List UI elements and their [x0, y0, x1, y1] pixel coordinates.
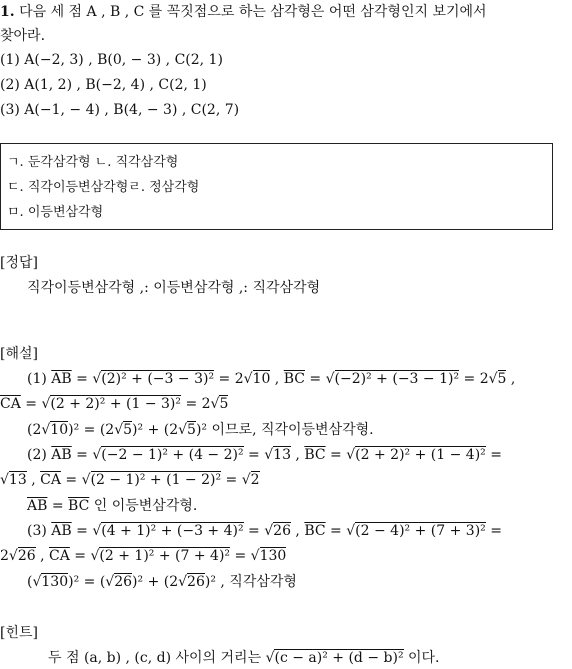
choice-line-1: ㄱ. 둔각삼각형 ㄴ. 직각삼각형	[7, 155, 179, 170]
problem-statement-line2: 찾아라.	[0, 28, 46, 44]
problem-item-2: (2) A(1, 2) , B(−2, 4) , C(2, 1)	[0, 77, 207, 93]
answer-text: 직각이등변삼각형 ,: 이등변삼각형 ,: 직각삼각형	[27, 280, 321, 296]
hint-heading: [힌트]	[0, 625, 38, 641]
solution-p1-line2: $\overline{CA}$ = √ (2 + 2)² + (1 − 3)² = 2 √ 5	[0, 395, 228, 413]
problem-item-3: (3) A(−1, − 4) , B(4, − 3) , C(2, 7)	[0, 102, 240, 118]
problem-item-1: (1) A(−2, 3) , B(0, − 3) , C(2, 1)	[0, 52, 223, 68]
solution-p3-line2: 2 √ 26 , $\overline{CA}$ = √ (2 + 1)² + (7 + 4)² = √ 130	[0, 547, 286, 565]
solution-p2-line2: √ 13 , $\overline{CA}$ = √ (2 − 1)² + (1 − 2)² = √ 2	[0, 471, 260, 489]
problem-number: 1.	[0, 4, 15, 20]
problem-text: 다음 세 점 A , B , C 를 꼭짓점으로 하는 삼각형은 어떤 삼각형인지 보기에서	[19, 4, 487, 20]
solution-p3-line1: (3) $\overline{AB}$ = √ (4 + 1)² + (−3 + 4)² = √ 26 , $\overline{BC}$ = √ (2 − 4)² + (7 + 3)² =	[27, 522, 502, 540]
solution-p3-conclusion: ( √ 130)² = ( √ 26)² + (2 √ 26)² , 직각삼각형	[27, 573, 297, 591]
problem-statement-line1	[0, 3, 487, 21]
answer-heading: [정답]	[0, 255, 38, 271]
segment-ab: $\overline{AB}$	[51, 371, 72, 387]
solution-p2-line1: (2) $\overline{AB}$ = √ (−2 − 1)² + (4 − 2)² = √ 13 , $\overline{BC}$ = √ (2 + 2)² + (1 − 4)² =	[27, 446, 502, 464]
segment-ca: $\overline{CA}$	[0, 396, 21, 412]
solution-p1-line1: (1) $\overline{AB}$ = √ (2)² + (−3 − 3)² = 2 √ 10 , $\overline{BC}$ = √ (−2)² + (−3 − 1)² = 2 √ 5 ,	[27, 370, 515, 388]
hint-text: 두 점 (a, b) , (c, d) 사이의 거리는 √ (c − a)² + (d − b)² 이다.	[48, 649, 440, 667]
choice-line-3: ㅁ. 이등변삼각형	[7, 205, 104, 220]
choices-box	[0, 143, 553, 230]
segment-bc: $\overline{BC}$	[283, 371, 305, 387]
solution-heading: [해설]	[0, 346, 38, 362]
choice-line-2: ㄷ. 직각이등변삼각형ㄹ. 정삼각형	[7, 180, 200, 195]
solution-p2-conclusion: $\overline{AB} = \overline{BC}$ 인 이등변삼각형.	[27, 498, 198, 514]
solution-p1-conclusion: (2 √ 10)² = (2 √ 5)² + (2 √ 5)² 이므로, 직각이등변삼각형.	[27, 421, 374, 439]
